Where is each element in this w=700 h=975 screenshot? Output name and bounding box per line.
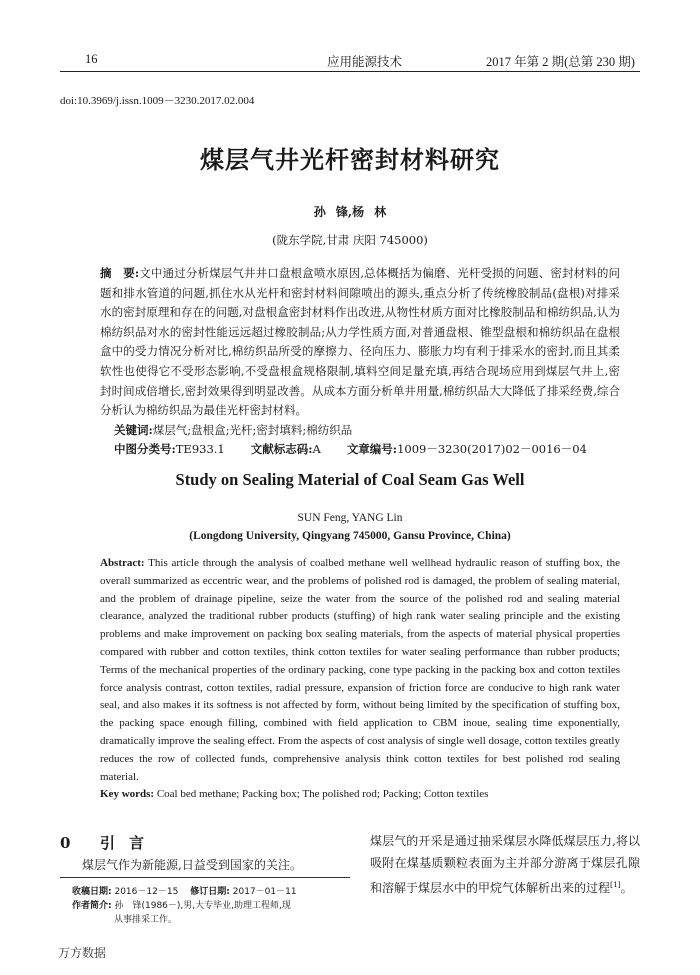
abstract-english: [100, 555, 620, 804]
intro-col2-end: 。: [620, 881, 633, 895]
received-date: 2016－12－15: [114, 887, 179, 897]
footnote-dates: [72, 886, 297, 900]
keywords-chinese-label: 关键词:: [114, 423, 153, 437]
title-english: Study on Sealing Material of Coal Seam Gas Well: [175, 470, 525, 489]
abstract-english-label: Abstract:: [100, 557, 145, 569]
abstract-chinese-label: 摘 要:: [100, 266, 140, 280]
issue-info: 2017 年第 2 期(总第 230 期): [486, 55, 635, 69]
doc-code-value: A: [312, 442, 321, 456]
authors-english: SUN Feng, YANG Lin: [297, 512, 403, 524]
title-chinese: 煤层气井光杆密封材料研究: [200, 145, 500, 174]
abstract-english-text: This article through the analysis of coalbed methane well wellhead hydraulic reason of stuffing box, the overall summarized as eccentric wear, and the problems of polished rod is damaged, the problem of sealing material, and the problem of drainage pipeline, seize the water from the source of the polished rod and sealing material clearance, analyzed the traditional rubber products (stuffing) of high rank water sealing principle and the existing problems and make improvement on packing box sealing materials, from the aspects of material physical properties compared with rubber and cotton textiles, think cotton textiles for water sealing performance than rubber products; Terms of the mechanical properties of the ordinary packing, cone type packing in the packing box and cotton textiles force analysis contrast, cotton textiles, radial pressure, expansion of friction force are conducive to high rank water seal, and also makes it its softness is not affected by form, without being limited by the specification of stuffing box, the packing space enough filling, combined with field application to CBM inoue, sealing time exponentially, dramatically improve the sealing effect. From the aspects of cost analysis of single well dosage, cotton textiles greatly reduces the row of collected funds, comprehensive analysis think cotton textiles for best polished rod sealing material.: [100, 557, 620, 783]
revised-date: 2017－01－11: [232, 887, 297, 897]
doi: doi:10.3969/j.issn.1009－3230.2017.02.004: [60, 95, 255, 107]
article-no-label: 文章编号:: [346, 442, 398, 456]
keywords-chinese-text: 煤层气;盘根盒;光杆;密封填料;棉纺织品: [152, 423, 353, 437]
article-no-value: 1009－3230(2017)02－0016－04: [397, 442, 587, 456]
citation-ref[interactable]: [1]: [610, 880, 621, 889]
keywords-english-text: Coal bed methane; Packing box; The polished rod; Packing; Cotton textiles: [156, 788, 489, 801]
footnote-author: [72, 900, 362, 927]
affiliation-english: (Longdong University, Qingyang 745000, Gansu Province, China): [189, 530, 511, 542]
intro-paragraph-col1: 煤层气作为新能源,日益受到国家的关注。: [82, 858, 302, 872]
section-number: 0: [60, 834, 71, 852]
intro-col2-text: 煤层气的开采是通过抽采煤层水降低煤层压力,将以吸附在煤基质颗粒表面为主并部分游离于煤层孔隙和溶解于煤层水中的甲烷气体解析出来的过程: [370, 834, 640, 895]
journal-name: 应用能源技术: [327, 55, 403, 69]
author-bio-line2: 从事排采工作。: [114, 914, 178, 925]
intro-paragraph-col2: [370, 830, 640, 899]
affiliation-chinese: (陇东学院,甘肃 庆阳 745000): [272, 233, 428, 247]
classification-line: [114, 441, 634, 457]
revised-label: 修订日期:: [190, 887, 230, 897]
keywords-english-label: Key words:: [100, 788, 155, 801]
page-number: 16: [85, 52, 98, 66]
watermark: 万方数据: [58, 946, 107, 960]
clc-value: TE933.1: [175, 442, 225, 456]
author-bio-label: 作者简介:: [72, 901, 112, 911]
authors-chinese: 孙 锋,杨 林: [313, 205, 387, 219]
received-label: 收稿日期:: [72, 887, 112, 897]
abstract-chinese-text: 文中通过分析煤层气井井口盘根盒喷水原因,总体概括为偏磨、光杆受损的问题、密封材料的问题和排水管道的问题,抓住水从光杆和密封材料间隙喷出的源头,重点分析了传统橡胶制品(盘根)对排采水的密封原理和存在的问题,对盘根盒密封材料作出改进,从物性材质方面对比橡胶制品和棉纺织品,认为棉纺织品对水的密封性能远远超过橡胶制品;从力学性质方面,对普通盘根、锥型盘根和棉纺织品在盘根盒中的受力情况分析对比,棉纺织品所受的摩擦力、径向压力、膨胀力均有利于排采水的密封,而且其柔软性也使得它不受形态影响,不受盘根盒规格限制,填料空间足量充填,再结合现场应用到煤层气井上,密封时间成倍增长,密封效果得到明显改善。从成本方面分析单井用量,棉纺织品大大降低了排采经费,综合分析认为棉纺织品为最佳光杆密封材料。: [100, 266, 620, 418]
section-heading-intro: [60, 832, 158, 853]
header-rule: [60, 71, 640, 72]
keywords-chinese: [114, 422, 352, 438]
abstract-chinese: [100, 264, 620, 421]
footnote-rule: [60, 877, 350, 878]
clc-label: 中图分类号:: [114, 442, 176, 456]
section-title: 引言: [100, 834, 159, 852]
doc-code-label: 文献标志码:: [250, 442, 313, 456]
author-bio-line1: 孙 锋(1986－),男,大专毕业,助理工程师,现: [114, 901, 291, 911]
